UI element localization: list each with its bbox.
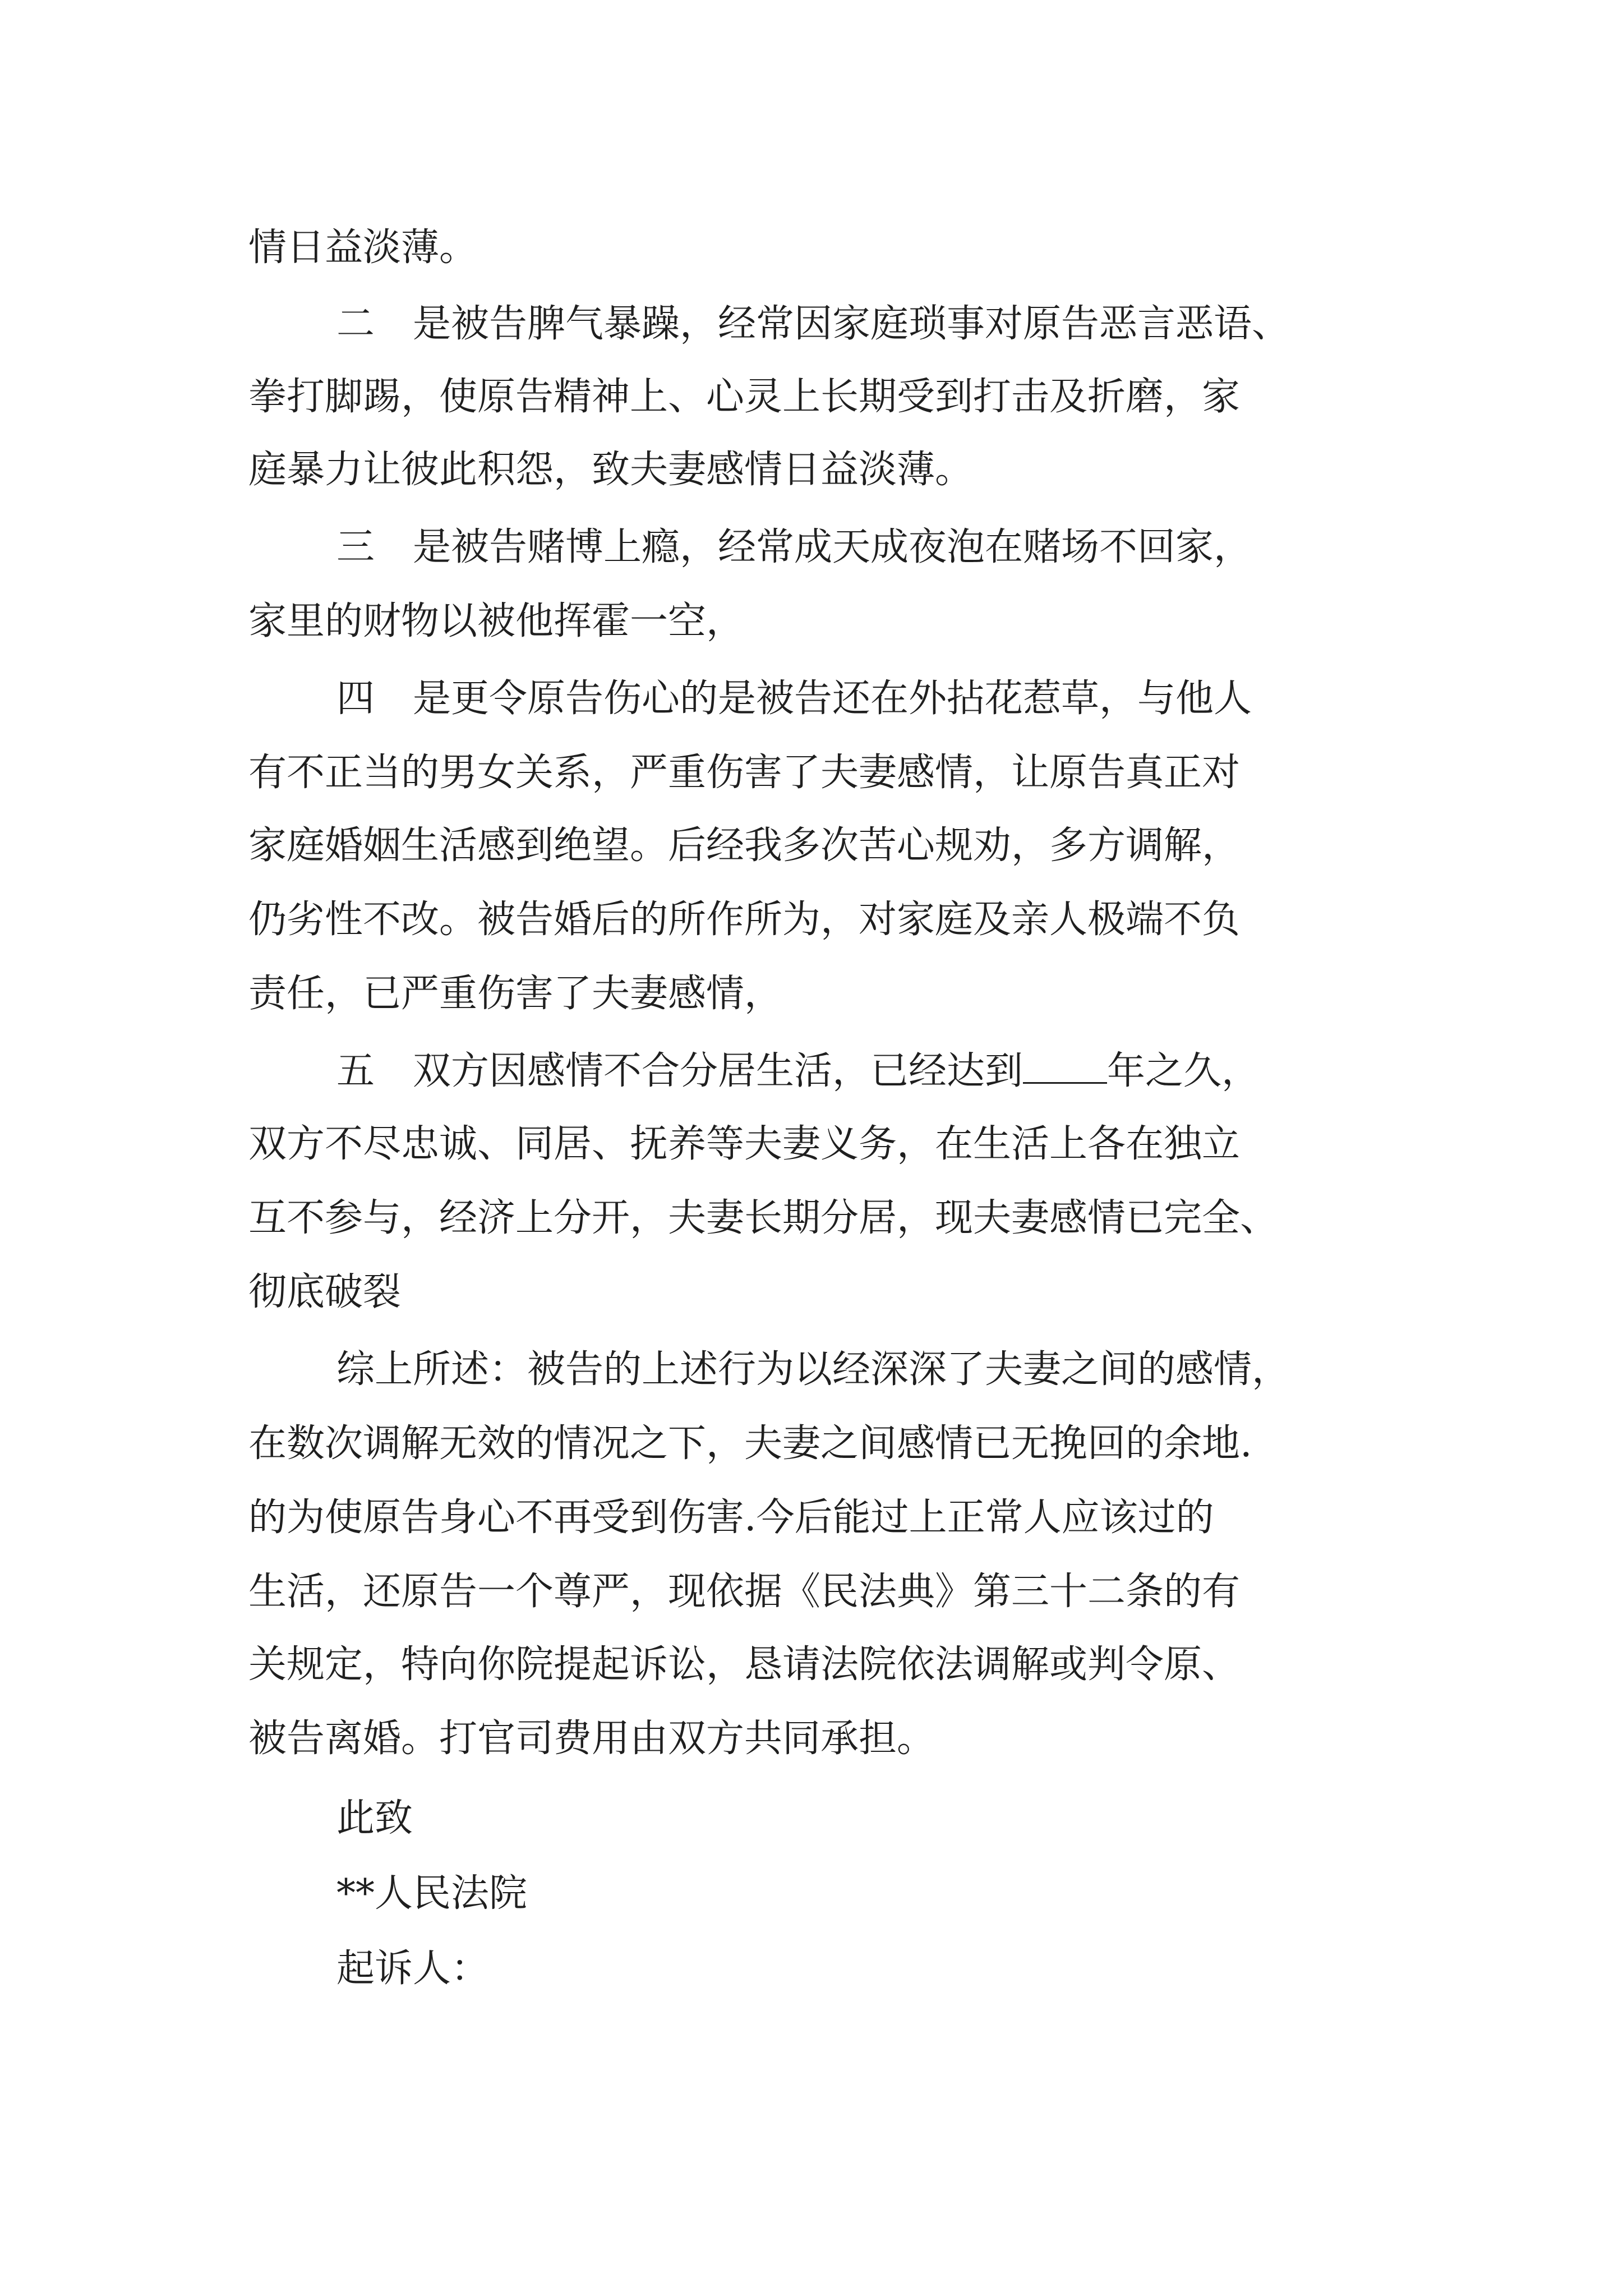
text-line: 四 是更令原告伤心的是被告还在外拈花惹草，与他人 xyxy=(336,677,1252,721)
text-line: 责任，已严重伤害了夫妻感情， xyxy=(248,972,783,1016)
text-line: 关规定，特向你院提起诉讼，恳请法院依法调解或判令原、 xyxy=(248,1642,1241,1687)
text-line: 情日益淡薄。 xyxy=(248,226,478,270)
text-line: 有不正当的男女关系，严重伤害了夫妻感情，让原告真正对 xyxy=(248,751,1241,795)
text-line: 彻底破裂 xyxy=(248,1270,402,1314)
text-line: 庭暴力让彼此积怨，致夫妻感情日益淡薄。 xyxy=(248,448,974,492)
text-line: 互不参与，经济上分开，夫妻长期分居，现夫妻感情已完全、 xyxy=(248,1196,1279,1240)
text-line: 双方不尽忠诚、同居、抚养等夫妻义务，在生活上各在独立 xyxy=(248,1122,1241,1166)
text-line: 仍劣性不改。被告婚后的所作所为，对家庭及亲人极端不负 xyxy=(248,898,1241,942)
text-segment: 五 双方因感情不合分居生活，已经达到 xyxy=(336,1049,1023,1093)
text-line-with-blank xyxy=(336,1043,1260,1099)
court-name: **人民法院 xyxy=(336,1871,528,1916)
text-line: 的为使原告身心不再受到伤害.今后能过上正常人应该过的 xyxy=(248,1496,1214,1540)
text-line: 在数次调解无效的情况之下，夫妻之间感情已无挽回的余地. xyxy=(248,1421,1252,1466)
text-line: 被告离婚。打官司费用由双方共同承担。 xyxy=(248,1717,935,1761)
plaintiff-signature: 起诉人： xyxy=(336,1947,490,1991)
text-line: 三 是被告赌博上瘾，经常成天成夜泡在赌场不回家， xyxy=(336,525,1252,569)
text-line: 拳打脚踢，使原告精神上、心灵上长期受到打击及折磨，家 xyxy=(248,375,1241,419)
text-line: 生活，还原告一个尊严，现依据《民法典》第三十二条的有 xyxy=(248,1570,1241,1614)
text-line: 综上所述：被告的上述行为以经深深了夫妻之间的感情， xyxy=(336,1347,1290,1392)
salutation: 此致 xyxy=(336,1796,413,1841)
text-line: 二 是被告脾气暴躁，经常因家庭琐事对原告恶言恶语、 xyxy=(336,302,1290,346)
fill-in-blank xyxy=(1023,1050,1107,1084)
text-line: 家里的财物以被他挥霍一空， xyxy=(248,599,745,643)
text-line: 家庭婚姻生活感到绝望。后经我多次苦心规劝，多方调解， xyxy=(248,823,1241,868)
text-segment: 年之久， xyxy=(1107,1049,1260,1093)
